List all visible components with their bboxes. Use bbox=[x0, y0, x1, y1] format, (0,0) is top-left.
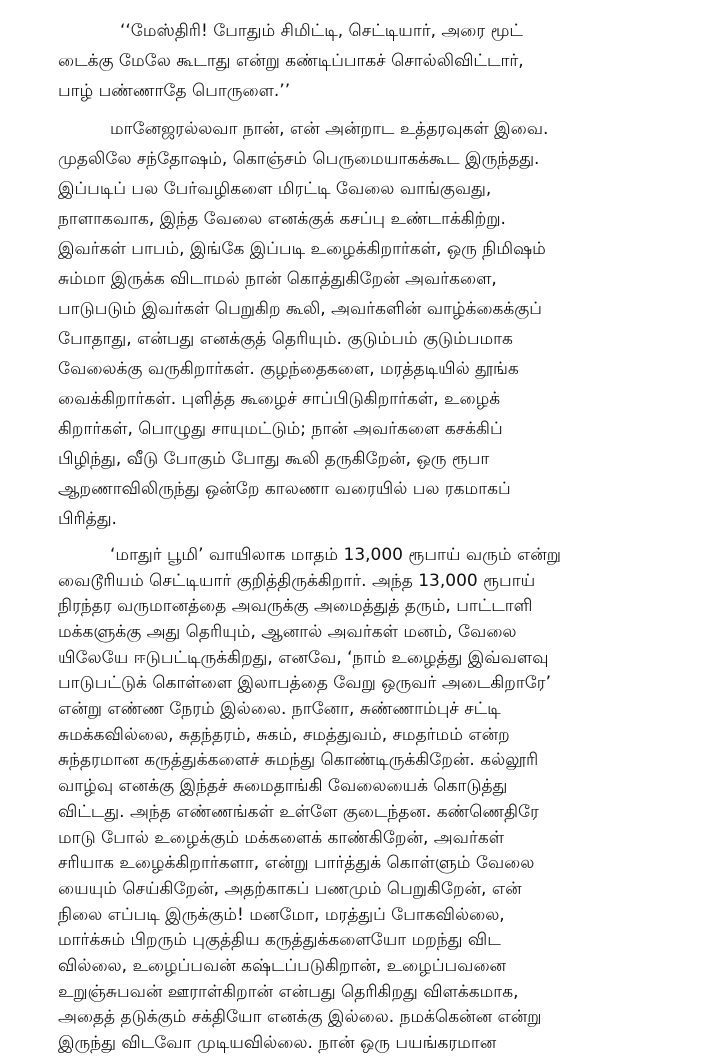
text-line: போதாது, என்பது எனக்குத் தெரியும். குடும்பம் குடும்பமாக bbox=[58, 329, 513, 349]
text-line: கிறார்கள், பொழுது சாயுமட்டும்; நான் அவர்களை கசக்கிப் bbox=[58, 419, 503, 439]
text-line: சும்மா இருக்க விடாமல் நான் கொத்துகிறேன் அவர்களை, bbox=[58, 269, 497, 289]
text-line: பிழிந்து, வீடு போகும் போது கூலி தருகிறேன், ஒரு ரூபா bbox=[58, 449, 490, 469]
text-line: நிரந்தர வருமானத்தை அவருக்கு அமைத்துத் தரும், பாட்டாளி bbox=[58, 596, 533, 616]
text-line: பிரித்து. bbox=[58, 509, 117, 529]
text-line: டைக்கு மேலே கூடாது என்று கண்டிப்பாகச் சொல்லிவிட்டார், bbox=[58, 51, 524, 71]
text-line: சரியாக உழைக்கிறார்களா, என்று பார்த்துக் கொள்ளும் வேலை bbox=[58, 853, 535, 873]
text-line: ‘‘மேஸ்திரி! போதும் சிமிட்டி, செட்டியார், அரை மூட் bbox=[120, 21, 523, 41]
text-line: வைக்கிறார்கள். புளித்த கூழைச் சாப்பிடுகிறார்கள், உழைக் bbox=[58, 389, 501, 409]
text-line: நிலை எப்படி இருக்கும்! மனமோ, மரத்துப் போகவில்லை, bbox=[58, 905, 505, 925]
text-line: நாளாகவாக, இந்த வேலை எனக்குக் கசப்பு உண்டாக்கிற்று. bbox=[58, 209, 506, 229]
text-line: இவர்கள் பாபம், இங்கே இப்படி உழைக்கிறார்கள், ஒரு நிமிஷம் bbox=[58, 239, 546, 259]
text-line: சுமக்கவில்லை, சுதந்தரம், சுகம், சமத்துவம், சமதர்மம் என்ற bbox=[58, 725, 510, 745]
text-line: யிலேயே ஈடுபட்டிருக்கிறது, எனவே, ‘நாம் உழைத்து இவ்வளவு bbox=[58, 648, 549, 668]
text-line: மார்க்சும் பிறரும் புகுத்திய கருத்துக்களையோ மறந்து விட bbox=[58, 930, 501, 950]
text-line: வாழ்வு எனக்கு இந்தச் சுமைதாங்கி வேலையைக் கொடுத்து bbox=[58, 776, 508, 796]
text-line: முதலிலே சந்தோஷம், கொஞ்சம் பெருமையாகக்கூட இருந்தது. bbox=[58, 149, 540, 169]
text-line: பாடுபடும் இவர்கள் பெறுகிற கூலி, அவர்களின் வாழ்க்கைக்குப் bbox=[58, 299, 542, 319]
text-line: பாழ் பண்ணாதே பொருளை.’’ bbox=[58, 81, 291, 101]
text-line: மானேஜரல்லவா நான், என் அன்றாட உத்தரவுகள் இவை. bbox=[110, 119, 549, 139]
text-line: யையும் செய்கிறேன், அதற்காகப் பணமும் பெறுகிறேன், என் bbox=[58, 879, 522, 899]
text-line: வைடூரியம் செட்டியார் குறித்திருக்கிறார். அந்த 13,000 ரூபாய் bbox=[58, 571, 536, 591]
text-line: வேலைக்கு வருகிறார்கள். குழந்தைகளை, மரத்தடியில் தூங்க bbox=[58, 359, 519, 379]
text-line: உறுஞ்சுபவன் ஊராள்கிறான் என்பது தெரிகிறது விளக்கமாக, bbox=[58, 982, 519, 1002]
text-line: பாடுபட்டுக் கொள்ளை இலாபத்தை வேறு ஒருவர் அடைகிறாரே’ bbox=[58, 673, 551, 693]
text-line: அதைத் தடுக்கும் சக்தியோ எனக்கு இல்லை. நமக்கென்ன என்று bbox=[58, 1007, 542, 1027]
text-line: வில்லை, உழைப்பவன் கஷ்டப்படுகிறான், உழைப்பவனை bbox=[58, 956, 507, 976]
text-line: மக்களுக்கு அது தெரியும், ஆனால் அவர்கள் மனம், வேலை bbox=[58, 622, 517, 642]
text-line: இருந்து விடவோ முடியவில்லை. நான் ஒரு பயங்கரமான bbox=[58, 1033, 497, 1053]
text-line: என்று எண்ண நேரம் இல்லை. நானோ, சுண்ணாம்புச் சட்டி bbox=[58, 699, 501, 719]
text-line: விட்டது. அந்த எண்ணங்கள் உள்ளே குடைந்தன. கண்ணெதிரே bbox=[58, 802, 539, 822]
text-line: சுந்தரமான கருத்துக்களைச் சுமந்து கொண்டிருக்கிறேன். கல்லூரி bbox=[58, 750, 539, 770]
text-line: ஆறணாவிலிருந்து ஒன்றே காலணா வரையில் பல ரகமாகப் bbox=[58, 479, 511, 499]
text-line: மாடு போல் உழைக்கும் மக்களைக் காண்கிறேன், அவர்கள் bbox=[58, 828, 505, 848]
text-line: இப்படிப் பல பேர்வழிகளை மிரட்டி வேலை வாங்குவது, bbox=[58, 179, 492, 199]
text-line: ‘மாதுர் பூமி’ வாயிலாக மாதம் 13,000 ரூபாய் வரும் என்று bbox=[110, 545, 561, 565]
